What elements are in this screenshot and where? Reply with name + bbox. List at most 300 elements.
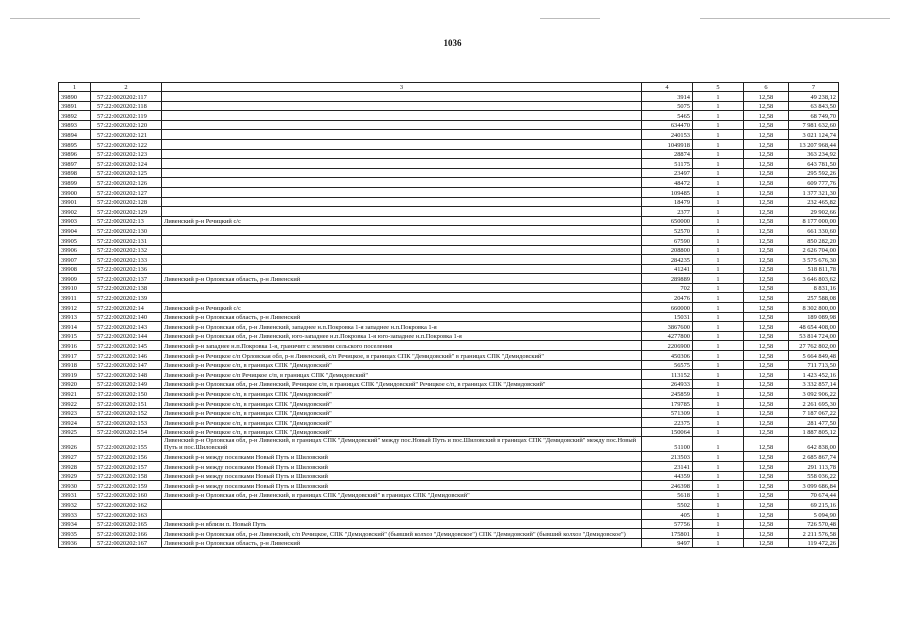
value-cell: 1 887 805,12: [789, 427, 839, 437]
cadastral-number-cell: 57:22:0020202:159: [91, 481, 162, 491]
scan-artifact-line: [10, 18, 140, 19]
rate-cell: 12,58: [744, 130, 789, 140]
row-number-cell: 39909: [59, 274, 91, 284]
cadastral-number-cell: 57:22:0020202:131: [91, 235, 162, 245]
table-row: [59, 235, 839, 245]
quantity-cell: 1: [693, 509, 744, 519]
value-cell: 2 626 704,00: [789, 245, 839, 255]
cadastral-number-cell: 57:22:0020202:163: [91, 509, 162, 519]
row-number-cell: 39911: [59, 293, 91, 303]
value-cell: 68 749,70: [789, 111, 839, 121]
area-cell: 179785: [642, 399, 693, 409]
area-cell: 208800: [642, 245, 693, 255]
area-cell: 5618: [642, 490, 693, 500]
column-header: 6: [744, 83, 789, 92]
cadastral-number-cell: 57:22:0020202:126: [91, 178, 162, 188]
table-row: [59, 360, 839, 370]
table-row: [59, 207, 839, 217]
table-row: [59, 197, 839, 207]
table-row: [59, 389, 839, 399]
table-row: [59, 92, 839, 102]
quantity-cell: 1: [693, 481, 744, 491]
area-cell: 213503: [642, 452, 693, 462]
area-cell: 4277800: [642, 331, 693, 341]
row-number-cell: 39931: [59, 490, 91, 500]
table-row: [59, 471, 839, 481]
rate-cell: 12,58: [744, 245, 789, 255]
value-cell: 3 021 124,74: [789, 130, 839, 140]
row-number-cell: 39896: [59, 149, 91, 159]
address-cell: Ливенский р-н между поселками Новый Путь и Шиловский: [162, 452, 642, 462]
cadastral-number-cell: 57:22:0020202:158: [91, 471, 162, 481]
cadastral-number-cell: 57:22:0020202:124: [91, 159, 162, 169]
rate-cell: 12,58: [744, 481, 789, 491]
row-number-cell: 39928: [59, 461, 91, 471]
area-cell: 113152: [642, 370, 693, 380]
cadastral-number-cell: 57:22:0020202:117: [91, 92, 162, 102]
value-cell: 3 575 676,30: [789, 255, 839, 265]
address-cell: Ливенский р-н Речицкое с/п, в границах СПК "Демидовский": [162, 360, 642, 370]
quantity-cell: 1: [693, 389, 744, 399]
quantity-cell: 1: [693, 427, 744, 437]
table-row: [59, 500, 839, 510]
table-row: [59, 437, 839, 452]
cadastral-number-cell: 57:22:0020202:138: [91, 283, 162, 293]
cadastral-number-cell: 57:22:0020202:155: [91, 437, 162, 452]
address-cell: [162, 130, 642, 140]
cadastral-number-cell: 57:22:0020202:143: [91, 322, 162, 332]
quantity-cell: 1: [693, 245, 744, 255]
value-cell: 1 423 452,16: [789, 370, 839, 380]
row-number-cell: 39923: [59, 408, 91, 418]
area-cell: 284235: [642, 255, 693, 265]
row-number-cell: 39913: [59, 312, 91, 322]
area-cell: 23497: [642, 168, 693, 178]
cadastral-number-cell: 57:22:0020202:130: [91, 226, 162, 236]
cadastral-number-cell: 57:22:0020202:160: [91, 490, 162, 500]
area-cell: 28874: [642, 149, 693, 159]
cadastral-number-cell: 57:22:0020202:147: [91, 360, 162, 370]
value-cell: 3 099 686,84: [789, 481, 839, 491]
rate-cell: 12,58: [744, 360, 789, 370]
value-cell: 643 781,50: [789, 159, 839, 169]
row-number-cell: 39904: [59, 226, 91, 236]
address-cell: [162, 187, 642, 197]
cadastral-number-cell: 57:22:0020202:136: [91, 264, 162, 274]
rate-cell: 12,58: [744, 92, 789, 102]
area-cell: 240153: [642, 130, 693, 140]
cadastral-number-cell: 57:22:0020202:167: [91, 538, 162, 548]
scan-artifact-line: [700, 18, 890, 19]
address-cell: Ливенский р-н Речицкое с/п, в границах СПК "Демидовский": [162, 408, 642, 418]
table-row: [59, 130, 839, 140]
address-cell: Ливенский р-н вблизи п. Новый Путь: [162, 519, 642, 529]
cadastral-number-cell: 57:22:0020202:120: [91, 120, 162, 130]
row-number-cell: 39907: [59, 255, 91, 265]
value-cell: 70 674,44: [789, 490, 839, 500]
cadastral-number-cell: 57:22:0020202:144: [91, 331, 162, 341]
table-row: [59, 255, 839, 265]
rate-cell: 12,58: [744, 159, 789, 169]
value-cell: 3 332 857,14: [789, 379, 839, 389]
quantity-cell: 1: [693, 216, 744, 226]
row-number-cell: 39901: [59, 197, 91, 207]
area-cell: 9497: [642, 538, 693, 548]
rate-cell: 12,58: [744, 437, 789, 452]
table-row: [59, 322, 839, 332]
value-cell: 5 664 849,48: [789, 351, 839, 361]
row-number-cell: 39906: [59, 245, 91, 255]
rate-cell: 12,58: [744, 427, 789, 437]
value-cell: 609 777,76: [789, 178, 839, 188]
row-number-cell: 39918: [59, 360, 91, 370]
row-number-cell: 39908: [59, 264, 91, 274]
table-row: [59, 274, 839, 284]
row-number-cell: 39915: [59, 331, 91, 341]
quantity-cell: 1: [693, 178, 744, 188]
row-number-cell: 39921: [59, 389, 91, 399]
value-cell: 1 377 321,30: [789, 187, 839, 197]
value-cell: 850 282,20: [789, 235, 839, 245]
table-row: [59, 168, 839, 178]
quantity-cell: 1: [693, 130, 744, 140]
table-row: [59, 481, 839, 491]
column-header: 4: [642, 83, 693, 92]
quantity-cell: 1: [693, 168, 744, 178]
area-cell: 3867600: [642, 322, 693, 332]
address-cell: Ливенский р-н Речицкое с/п, в границах СПК "Демидовский": [162, 418, 642, 428]
quantity-cell: 1: [693, 111, 744, 121]
table-row: [59, 149, 839, 159]
row-number-cell: 39891: [59, 101, 91, 111]
area-cell: 264933: [642, 379, 693, 389]
value-cell: 49 238,12: [789, 92, 839, 102]
rate-cell: 12,58: [744, 519, 789, 529]
cadastral-number-cell: 57:22:0020202:149: [91, 379, 162, 389]
quantity-cell: 1: [693, 360, 744, 370]
cadastral-number-cell: 57:22:0020202:13: [91, 216, 162, 226]
column-header: 2: [91, 83, 162, 92]
rate-cell: 12,58: [744, 538, 789, 548]
table-row: [59, 529, 839, 539]
cadastral-number-cell: 57:22:0020202:156: [91, 452, 162, 462]
table-row: [59, 283, 839, 293]
table-row: [59, 226, 839, 236]
table-row: [59, 399, 839, 409]
row-number-cell: 39912: [59, 303, 91, 313]
value-cell: 232 465,82: [789, 197, 839, 207]
area-cell: 41241: [642, 264, 693, 274]
cadastral-number-cell: 57:22:0020202:165: [91, 519, 162, 529]
table-row: [59, 351, 839, 361]
address-cell: [162, 92, 642, 102]
quantity-cell: 1: [693, 235, 744, 245]
cadastral-number-cell: 57:22:0020202:121: [91, 130, 162, 140]
table-header-row: [59, 83, 839, 92]
area-cell: 2206900: [642, 341, 693, 351]
area-cell: 634470: [642, 120, 693, 130]
area-cell: 23141: [642, 461, 693, 471]
area-cell: 44359: [642, 471, 693, 481]
address-cell: Ливенский р-н Орловская обл, р-н Ливенский, в границах СПК "Демидовский" в границах СПК "Демидовский": [162, 490, 642, 500]
quantity-cell: 1: [693, 452, 744, 462]
address-cell: [162, 245, 642, 255]
quantity-cell: 1: [693, 471, 744, 481]
rate-cell: 12,58: [744, 322, 789, 332]
table-row: [59, 111, 839, 121]
address-cell: [162, 255, 642, 265]
address-cell: [162, 283, 642, 293]
rate-cell: 12,58: [744, 293, 789, 303]
table-row: [59, 461, 839, 471]
value-cell: 291 113,78: [789, 461, 839, 471]
rate-cell: 12,58: [744, 312, 789, 322]
value-cell: 3 646 803,62: [789, 274, 839, 284]
quantity-cell: 1: [693, 500, 744, 510]
value-cell: 8 831,16: [789, 283, 839, 293]
row-number-cell: 39903: [59, 216, 91, 226]
quantity-cell: 1: [693, 322, 744, 332]
table-row: [59, 418, 839, 428]
quantity-cell: 1: [693, 370, 744, 380]
rate-cell: 12,58: [744, 399, 789, 409]
table-row: [59, 408, 839, 418]
area-cell: 51100: [642, 437, 693, 452]
row-number-cell: 39932: [59, 500, 91, 510]
row-number-cell: 39922: [59, 399, 91, 409]
value-cell: 119 472,26: [789, 538, 839, 548]
row-number-cell: 39929: [59, 471, 91, 481]
rate-cell: 12,58: [744, 120, 789, 130]
quantity-cell: 1: [693, 207, 744, 217]
cadastral-number-cell: 57:22:0020202:118: [91, 101, 162, 111]
row-number-cell: 39919: [59, 370, 91, 380]
table-row: [59, 293, 839, 303]
row-number-cell: 39926: [59, 437, 91, 452]
cadastral-number-cell: 57:22:0020202:122: [91, 139, 162, 149]
value-cell: 295 592,26: [789, 168, 839, 178]
rate-cell: 12,58: [744, 500, 789, 510]
rate-cell: 12,58: [744, 168, 789, 178]
cadastral-number-cell: 57:22:0020202:140: [91, 312, 162, 322]
cadastral-number-cell: 57:22:0020202:133: [91, 255, 162, 265]
row-number-cell: 39916: [59, 341, 91, 351]
value-cell: 2 261 695,30: [789, 399, 839, 409]
column-header: 5: [693, 83, 744, 92]
row-number-cell: 39933: [59, 509, 91, 519]
rate-cell: 12,58: [744, 139, 789, 149]
rate-cell: 12,58: [744, 389, 789, 399]
area-cell: 2377: [642, 207, 693, 217]
address-cell: Ливенский р-н Орловская обл, р-н Ливенский, в границах СПК "Демидовский" между пос.Новый Путь и пос.Шиловский в границах СПК "Демидовский" между пос.Новый Путь и пос.Шиловский: [162, 437, 642, 452]
address-cell: [162, 139, 642, 149]
address-cell: [162, 168, 642, 178]
area-cell: 20476: [642, 293, 693, 303]
value-cell: 363 234,92: [789, 149, 839, 159]
rate-cell: 12,58: [744, 351, 789, 361]
area-cell: 289889: [642, 274, 693, 284]
address-cell: [162, 226, 642, 236]
quantity-cell: 1: [693, 331, 744, 341]
rate-cell: 12,58: [744, 235, 789, 245]
table-row: [59, 452, 839, 462]
row-number-cell: 39930: [59, 481, 91, 491]
table-row: [59, 379, 839, 389]
cadastral-number-cell: 57:22:0020202:125: [91, 168, 162, 178]
row-number-cell: 39895: [59, 139, 91, 149]
quantity-cell: 1: [693, 187, 744, 197]
rate-cell: 12,58: [744, 149, 789, 159]
column-header: 3: [162, 83, 642, 92]
cadastral-number-cell: 57:22:0020202:150: [91, 389, 162, 399]
area-cell: 571309: [642, 408, 693, 418]
row-number-cell: 39892: [59, 111, 91, 121]
cadastral-number-cell: 57:22:0020202:146: [91, 351, 162, 361]
address-cell: Ливенский р-н Орловская область, р-н Ливенский: [162, 274, 642, 284]
value-cell: 189 089,98: [789, 312, 839, 322]
scan-artifact-line: [540, 18, 600, 19]
quantity-cell: 1: [693, 149, 744, 159]
area-cell: 150064: [642, 427, 693, 437]
rate-cell: 12,58: [744, 461, 789, 471]
table-row: [59, 538, 839, 548]
value-cell: 69 215,16: [789, 500, 839, 510]
area-cell: 48472: [642, 178, 693, 188]
area-cell: 246398: [642, 481, 693, 491]
rate-cell: 12,58: [744, 418, 789, 428]
cadastral-number-cell: 57:22:0020202:153: [91, 418, 162, 428]
quantity-cell: 1: [693, 538, 744, 548]
cadastral-number-cell: 57:22:0020202:14: [91, 303, 162, 313]
address-cell: [162, 509, 642, 519]
rate-cell: 12,58: [744, 283, 789, 293]
row-number-cell: 39936: [59, 538, 91, 548]
rate-cell: 12,58: [744, 264, 789, 274]
value-cell: 29 902,66: [789, 207, 839, 217]
address-cell: [162, 120, 642, 130]
address-cell: [162, 111, 642, 121]
table-row: [59, 216, 839, 226]
address-cell: [162, 264, 642, 274]
quantity-cell: 1: [693, 461, 744, 471]
address-cell: [162, 235, 642, 245]
address-cell: [162, 197, 642, 207]
cadastral-number-cell: 57:22:0020202:157: [91, 461, 162, 471]
address-cell: Ливенский р-н Речицкое с/п, в границах СПК "Демидовский": [162, 389, 642, 399]
address-cell: Ливенский р-н Орловская обл, р-н Ливенский, западнее н.п.Покровка 1-я западнее н.п.Покровка 1-я: [162, 322, 642, 332]
address-cell: Ливенский р-н между поселками Новый Путь и Шиловский: [162, 481, 642, 491]
address-cell: [162, 149, 642, 159]
row-number-cell: 39900: [59, 187, 91, 197]
address-cell: Ливенский р-н западнее н.п.Покровка 1-я, граничит с землями сельского поселения: [162, 341, 642, 351]
quantity-cell: 1: [693, 418, 744, 428]
table-row: [59, 519, 839, 529]
value-cell: 2 211 576,58: [789, 529, 839, 539]
cadastral-number-cell: 57:22:0020202:119: [91, 111, 162, 121]
table-row: [59, 159, 839, 169]
table-body: [59, 92, 839, 548]
area-cell: 1049918: [642, 139, 693, 149]
column-header: 7: [789, 83, 839, 92]
row-number-cell: 39920: [59, 379, 91, 389]
value-cell: 13 207 968,44: [789, 139, 839, 149]
address-cell: Ливенский р-н Орловская обл, р-н Ливенский, юго-западнее н.п.Покровка 1-я юго-западнее н.п.Покровка 1-я: [162, 331, 642, 341]
value-cell: 257 588,08: [789, 293, 839, 303]
quantity-cell: 1: [693, 490, 744, 500]
value-cell: 2 685 867,74: [789, 452, 839, 462]
quantity-cell: 1: [693, 437, 744, 452]
rate-cell: 12,58: [744, 303, 789, 313]
address-cell: Ливенский р-н Орловская обл, р-н Ливенский, с/п Речицкое, СПК "Демидовский" (бывший колхоз "Демидовское") СПК "Демидовский" (бывший колхоз "Демидовское"): [162, 529, 642, 539]
address-cell: [162, 101, 642, 111]
cadastral-number-cell: 57:22:0020202:123: [91, 149, 162, 159]
area-cell: 3914: [642, 92, 693, 102]
rate-cell: 12,58: [744, 341, 789, 351]
area-cell: 660000: [642, 303, 693, 313]
row-number-cell: 39898: [59, 168, 91, 178]
address-cell: Ливенский р-н Речицкое с/п Речицкое с/п, в границах СПК "Демидовский": [162, 370, 642, 380]
area-cell: 5502: [642, 500, 693, 510]
table-row: [59, 312, 839, 322]
row-number-cell: 39897: [59, 159, 91, 169]
address-cell: Ливенский р-н Речицкое с/п, в границах СПК "Демидовский": [162, 427, 642, 437]
rate-cell: 12,58: [744, 509, 789, 519]
cadastral-number-cell: 57:22:0020202:129: [91, 207, 162, 217]
cadastral-number-cell: 57:22:0020202:166: [91, 529, 162, 539]
row-number-cell: 39910: [59, 283, 91, 293]
value-cell: 5 094,90: [789, 509, 839, 519]
cadastral-number-cell: 57:22:0020202:162: [91, 500, 162, 510]
value-cell: 726 570,48: [789, 519, 839, 529]
table-row: [59, 490, 839, 500]
address-cell: [162, 500, 642, 510]
value-cell: 281 477,50: [789, 418, 839, 428]
value-cell: 7 187 067,22: [789, 408, 839, 418]
row-number-cell: 39925: [59, 427, 91, 437]
quantity-cell: 1: [693, 341, 744, 351]
address-cell: Ливенский р-н Речицкое с/п, в границах СПК "Демидовский": [162, 399, 642, 409]
quantity-cell: 1: [693, 159, 744, 169]
quantity-cell: 1: [693, 139, 744, 149]
quantity-cell: 1: [693, 379, 744, 389]
row-number-cell: 39914: [59, 322, 91, 332]
rate-cell: 12,58: [744, 111, 789, 121]
cadastral-number-cell: 57:22:0020202:132: [91, 245, 162, 255]
area-cell: 702: [642, 283, 693, 293]
rate-cell: 12,58: [744, 408, 789, 418]
quantity-cell: 1: [693, 529, 744, 539]
value-cell: 53 814 724,00: [789, 331, 839, 341]
address-cell: Ливенский р-н Речицкий с/с: [162, 303, 642, 313]
table-row: [59, 178, 839, 188]
area-cell: 18479: [642, 197, 693, 207]
quantity-cell: 1: [693, 92, 744, 102]
row-number-cell: 39894: [59, 130, 91, 140]
area-cell: 450306: [642, 351, 693, 361]
address-cell: Ливенский р-н Орловская обл, р-н Ливенский, Речицкое с/п, в границах СПК "Демидовский" Речицкое с/п, в границах СПК "Демидовский": [162, 379, 642, 389]
quantity-cell: 1: [693, 120, 744, 130]
area-cell: 56575: [642, 360, 693, 370]
area-cell: 109485: [642, 187, 693, 197]
area-cell: 57756: [642, 519, 693, 529]
value-cell: 661 330,60: [789, 226, 839, 236]
address-cell: Ливенский р-н Речицкий с/с: [162, 216, 642, 226]
row-number-cell: 39924: [59, 418, 91, 428]
quantity-cell: 1: [693, 293, 744, 303]
quantity-cell: 1: [693, 303, 744, 313]
rate-cell: 12,58: [744, 207, 789, 217]
column-header: 1: [59, 83, 91, 92]
